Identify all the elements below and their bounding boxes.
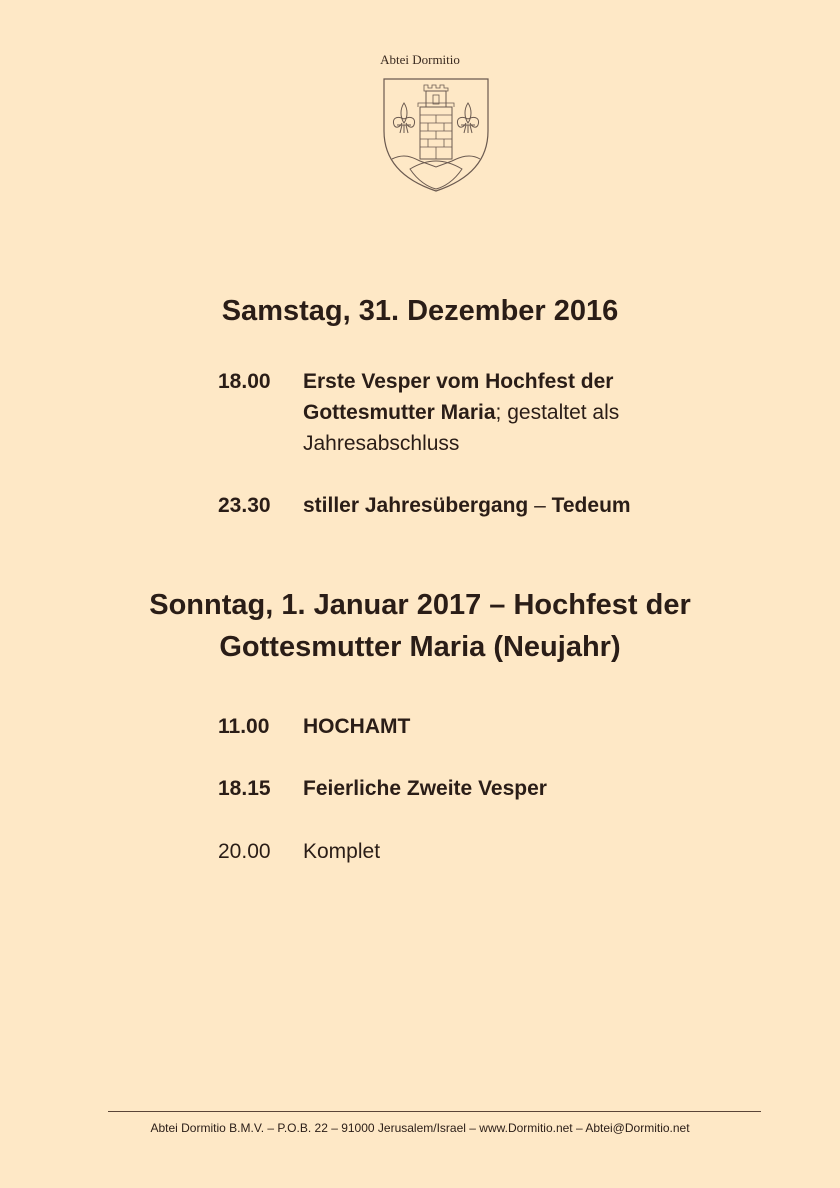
event-time: 18.15 [218,777,271,800]
event-time: 20.00 [218,840,271,863]
event-title-2: Tedeum [551,494,631,517]
footer-address: Abtei Dormitio B.M.V. – P.O.B. 22 – 91000 Jerusalem/Israel – www.Dormitio.net – Abtei@Dormitio.net [150,1121,690,1135]
event-time: 11.00 [218,715,270,738]
day-title-sunday [0,584,840,668]
event-separator: – [528,494,552,517]
day-title-saturday: Samstag, 31. Dezember 2016 [221,295,619,327]
event-title: Komplet [303,840,381,863]
abbey-crest-icon [380,75,492,195]
event-note: ; gestaltet als Jahresabschluss [303,401,620,455]
event-title: Erste Vesper vom Hochfest der Gottesmutter Maria [303,370,614,424]
footer-divider [108,1111,761,1112]
abbey-name: Abtei Dormitio [380,52,460,67]
day-title-line-2: Gottesmutter Maria (Neujahr) [219,631,621,663]
event-title: HOCHAMT [303,715,411,738]
event-time: 23.30 [218,494,271,517]
event-time: 18.00 [218,370,271,393]
event-title: Feierliche Zweite Vesper [303,777,547,800]
event-description [303,366,743,459]
event-title: stiller Jahresübergang [303,494,529,517]
event-description [303,490,743,521]
day-title-line-1: Sonntag, 1. Januar 2017 – Hochfest der [149,589,691,621]
